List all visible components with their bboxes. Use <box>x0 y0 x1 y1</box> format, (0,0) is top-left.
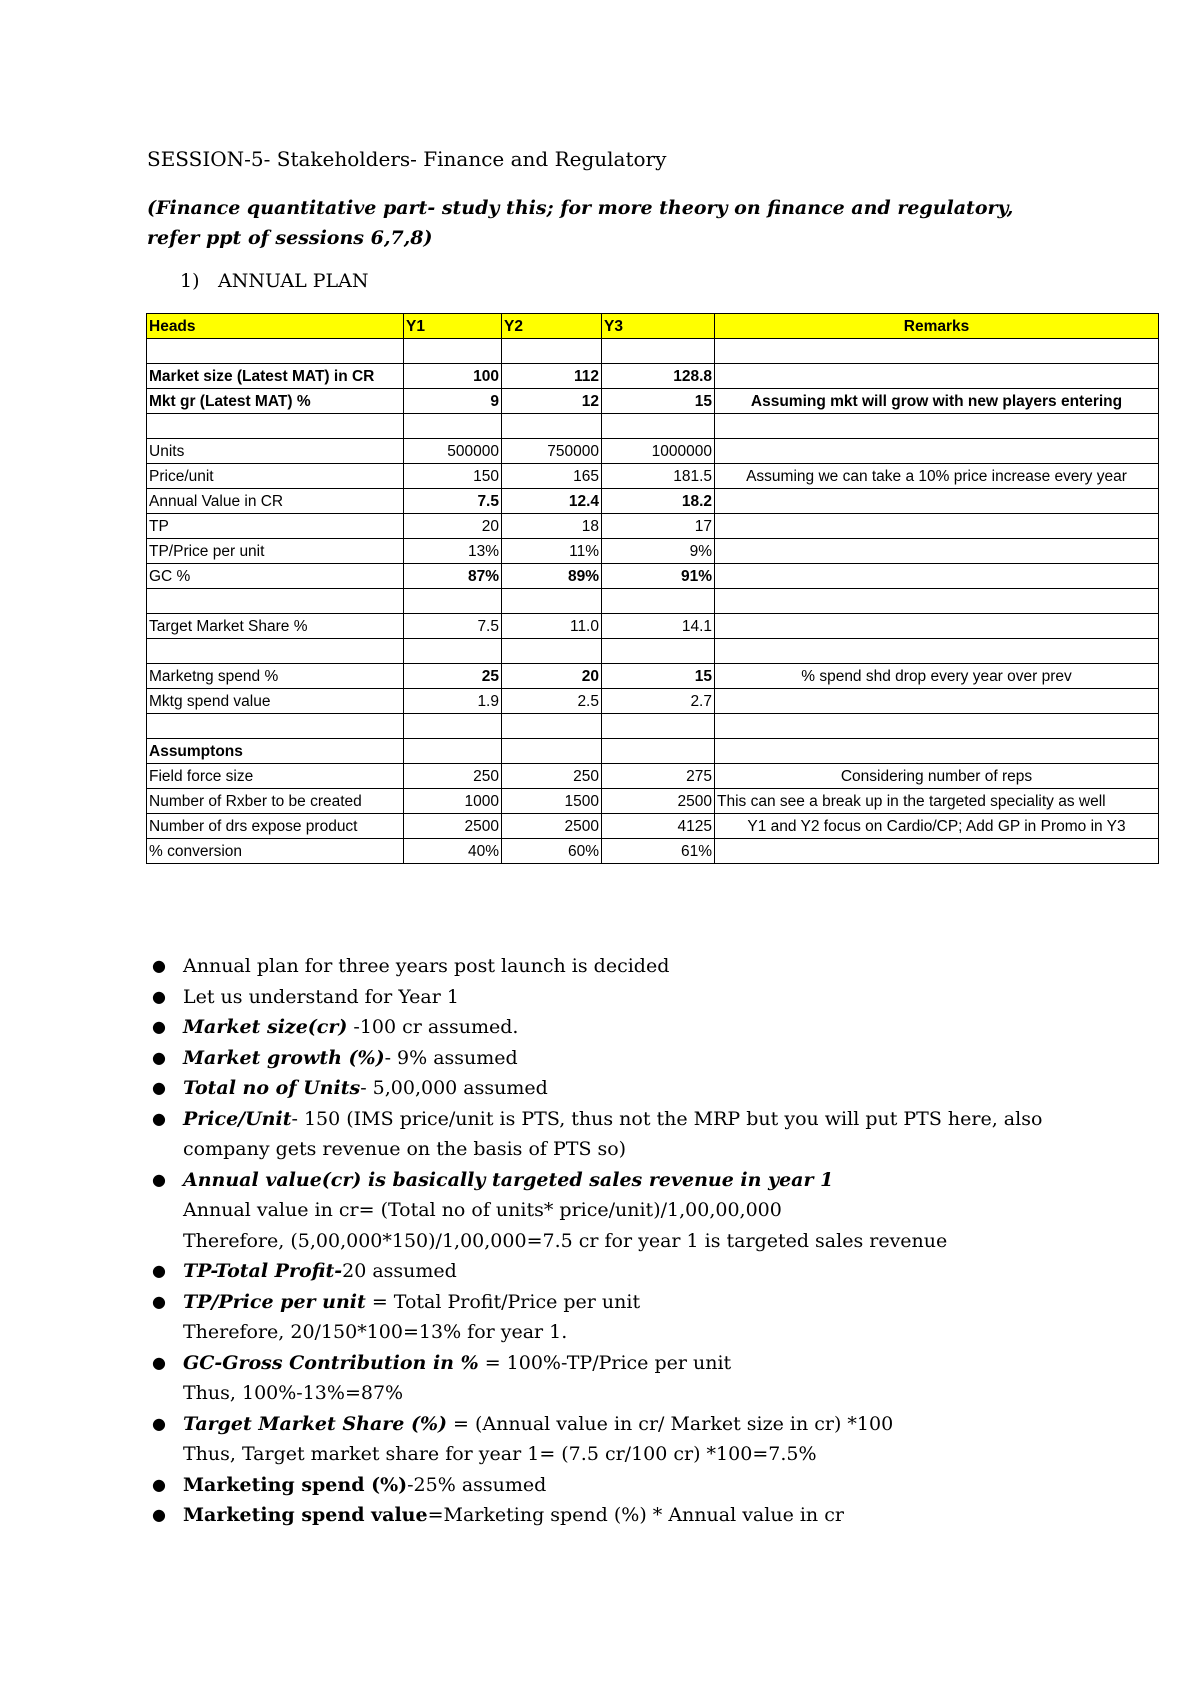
header-y2: Y2 <box>502 314 602 339</box>
row-label: TP <box>147 514 404 539</box>
row-y2: 112 <box>502 364 602 389</box>
annual-plan-table <box>146 313 1159 864</box>
row-label: Target Market Share % <box>147 614 404 639</box>
table-row <box>147 464 1159 489</box>
page-title: SESSION-5- Stakeholders- Finance and Regulatory <box>147 147 667 171</box>
row-y2: 11.0 <box>502 614 602 639</box>
row-remarks <box>715 614 1159 639</box>
row-y3: 14.1 <box>602 614 715 639</box>
row-label: Mktg spend value <box>147 689 404 714</box>
list-item: ● Target Market Share (%) = (Annual value in cr/ Market size in cr) *100 Thus, Target market share for year 1= (7.5 cr/100 cr) *100=7.5% <box>146 1409 1076 1470</box>
row-y1: 20 <box>404 514 502 539</box>
row-remarks <box>715 439 1159 464</box>
notes-list <box>146 951 1076 1531</box>
table-row <box>147 364 1159 389</box>
list-item: ● Marketing spend (%)-25% assumed <box>146 1470 1076 1501</box>
table-row <box>147 664 1159 689</box>
row-remarks: This can see a break up in the targeted speciality as well <box>715 789 1159 814</box>
bullet-icon: ● <box>152 1017 166 1036</box>
table-row <box>147 389 1159 414</box>
bullet-icon: ● <box>152 1047 166 1067</box>
list-item: ● Annual plan for three years post launch is decided <box>146 951 1076 982</box>
row-remarks <box>715 564 1159 589</box>
row-y3: 2500 <box>602 789 715 814</box>
row-y2: 89% <box>502 564 602 589</box>
table-row <box>147 614 1159 639</box>
row-y3: 9% <box>602 539 715 564</box>
row-y1: 500000 <box>404 439 502 464</box>
row-y3: 1000000 <box>602 439 715 464</box>
row-y3: 15 <box>602 389 715 414</box>
row-y3: 61% <box>602 839 715 864</box>
row-remarks <box>715 839 1159 864</box>
table-row <box>147 514 1159 539</box>
row-y3: 2.7 <box>602 689 715 714</box>
row-label: Number of Rxber to be created <box>147 789 404 814</box>
row-remarks <box>715 689 1159 714</box>
row-label: Price/unit <box>147 464 404 489</box>
row-y1: 25 <box>404 664 502 689</box>
row-remarks <box>715 489 1159 514</box>
row-remarks: Y1 and Y2 focus on Cardio/CP; Add GP in Promo in Y3 <box>715 814 1159 839</box>
table-row <box>147 539 1159 564</box>
section-title: ANNUAL PLAN <box>218 270 369 292</box>
row-y2: 60% <box>502 839 602 864</box>
row-remarks <box>715 514 1159 539</box>
row-y1: 250 <box>404 764 502 789</box>
row-y2: 20 <box>502 664 602 689</box>
table-row <box>147 489 1159 514</box>
table-row <box>147 764 1159 789</box>
row-y1: 2500 <box>404 814 502 839</box>
row-y1: 7.5 <box>404 614 502 639</box>
row-y2: 18 <box>502 514 602 539</box>
row-y1: 40% <box>404 839 502 864</box>
table-row <box>147 689 1159 714</box>
bullet-icon: ● <box>152 1291 166 1311</box>
row-y3: 275 <box>602 764 715 789</box>
page-subtitle: (Finance quantitative part- study this; for more theory on finance and regulatory, refer ppt of sessions 6,7,8) <box>147 197 1014 249</box>
row-label: Annual Value in CR <box>147 489 404 514</box>
table-header-row <box>147 314 1159 339</box>
row-y3: 91% <box>602 564 715 589</box>
row-remarks: % spend shd drop every year over prev <box>715 664 1159 689</box>
row-y2: 2500 <box>502 814 602 839</box>
table-row <box>147 564 1159 589</box>
table-row-empty <box>147 339 1159 364</box>
bullet-icon: ● <box>152 986 166 1006</box>
section-heading <box>180 270 369 292</box>
header-remarks: Remarks <box>715 314 1159 339</box>
row-y3: 181.5 <box>602 464 715 489</box>
list-item: ● Marketing spend value=Marketing spend (%) * Annual value in cr <box>146 1500 1076 1531</box>
header-y3: Y3 <box>602 314 715 339</box>
row-y1: 1.9 <box>404 689 502 714</box>
list-item: ● Market growth (%)- 9% assumed <box>146 1043 1076 1074</box>
row-y1: 150 <box>404 464 502 489</box>
row-y2: 12.4 <box>502 489 602 514</box>
bullet-icon: ● <box>152 1169 166 1189</box>
row-y1: 13% <box>404 539 502 564</box>
row-label: GC % <box>147 564 404 589</box>
row-y2: 250 <box>502 764 602 789</box>
list-item: ● GC-Gross Contribution in % = 100%-TP/Price per unit Thus, 100%-13%=87% <box>146 1348 1076 1409</box>
header-y1: Y1 <box>404 314 502 339</box>
bullet-icon: ● <box>152 956 166 975</box>
row-y2: 165 <box>502 464 602 489</box>
row-y2: 12 <box>502 389 602 414</box>
section-number: 1) <box>180 270 200 292</box>
list-item: ● Annual value(cr) is basically targeted sales revenue in year 1 Annual value in cr= (Total no of units* price/unit)/1,00,00,000 Therefore, (5,00,000*150)/1,00,000=7.5 cr for year 1 is targeted sales revenue <box>146 1165 1076 1257</box>
row-label: Marketng spend % <box>147 664 404 689</box>
row-label: Number of drs expose product <box>147 814 404 839</box>
list-item: ● Total no of Units- 5,00,000 assumed <box>146 1073 1076 1104</box>
row-remarks <box>715 539 1159 564</box>
list-item: ● Price/Unit- 150 (IMS price/unit is PTS, thus not the MRP but you will put PTS here, also company gets revenue on the basis of PTS so) <box>146 1104 1076 1165</box>
bullet-icon: ● <box>152 1108 166 1128</box>
table-row <box>147 739 1159 764</box>
table-row <box>147 814 1159 839</box>
row-y1: 9 <box>404 389 502 414</box>
row-y3: 17 <box>602 514 715 539</box>
list-item: ● TP-Total Profit-20 assumed <box>146 1256 1076 1287</box>
table-row-empty <box>147 414 1159 439</box>
row-remarks: Assuming mkt will grow with new players entering <box>715 389 1159 414</box>
list-item: ● Let us understand for Year 1 <box>146 982 1076 1013</box>
table-row <box>147 789 1159 814</box>
bullet-icon: ● <box>152 1352 166 1372</box>
row-y3: 15 <box>602 664 715 689</box>
bullet-icon: ● <box>152 1078 166 1097</box>
header-heads: Heads <box>147 314 404 339</box>
row-label: Market size (Latest MAT) in CR <box>147 364 404 389</box>
list-item: ● TP/Price per unit = Total Profit/Price per unit Therefore, 20/150*100=13% for year 1. <box>146 1287 1076 1348</box>
table-row <box>147 839 1159 864</box>
row-y1: 1000 <box>404 789 502 814</box>
row-y2: 2.5 <box>502 689 602 714</box>
table-row-empty <box>147 589 1159 614</box>
bullet-icon: ● <box>152 1474 166 1494</box>
row-y2: 11% <box>502 539 602 564</box>
row-y1: 100 <box>404 364 502 389</box>
row-y3: 4125 <box>602 814 715 839</box>
row-y1: 7.5 <box>404 489 502 514</box>
row-label: Assumptons <box>147 739 404 764</box>
bullet-icon: ● <box>152 1505 166 1524</box>
row-remarks: Considering number of reps <box>715 764 1159 789</box>
table-row <box>147 439 1159 464</box>
row-remarks <box>715 364 1159 389</box>
table-row-empty <box>147 639 1159 664</box>
row-y3: 128.8 <box>602 364 715 389</box>
row-label: TP/Price per unit <box>147 539 404 564</box>
row-y2: 1500 <box>502 789 602 814</box>
row-label: % conversion <box>147 839 404 864</box>
row-y1: 87% <box>404 564 502 589</box>
table-row-empty <box>147 714 1159 739</box>
row-y3: 18.2 <box>602 489 715 514</box>
bullet-icon: ● <box>152 1261 166 1280</box>
list-item: ● Market size(cr) -100 cr assumed. <box>146 1012 1076 1043</box>
row-y2: 750000 <box>502 439 602 464</box>
row-label: Units <box>147 439 404 464</box>
row-label: Field force size <box>147 764 404 789</box>
row-label: Mkt gr (Latest MAT) % <box>147 389 404 414</box>
bullet-icon: ● <box>152 1413 166 1433</box>
row-remarks: Assuming we can take a 10% price increase every year <box>715 464 1159 489</box>
